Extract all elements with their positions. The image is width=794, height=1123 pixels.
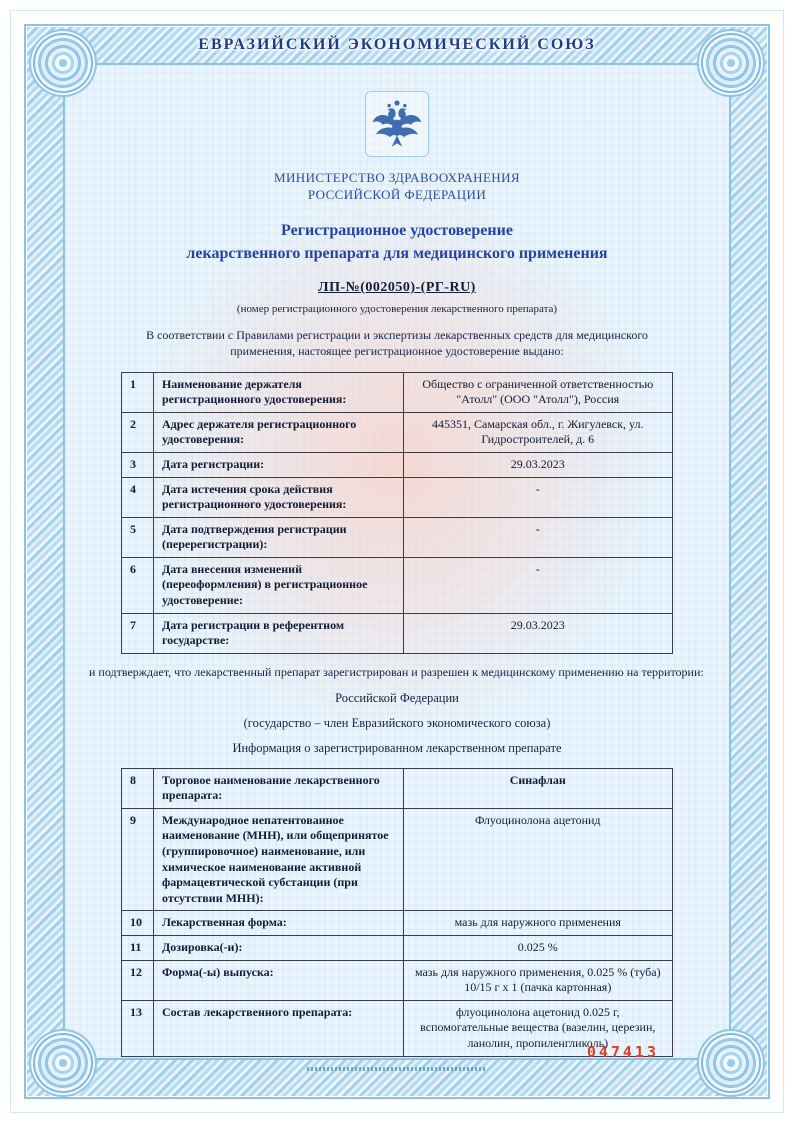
row-label: Состав лекарственного препарата: [153,1000,403,1056]
product-info-heading: Информация о зарегистрированном лекарственном препарате [232,740,562,755]
row-number: 9 [122,808,154,911]
document-title-line2: лекарственного препарата для медицинского применения [186,244,608,262]
registration-table [121,372,673,654]
row-label: Дата регистрации в референтном государстве: [153,613,403,653]
document-title [87,219,707,265]
row-number: 7 [122,613,154,653]
row-label: Наименование держателя регистрационного удостоверения: [153,372,403,412]
row-label: Лекарственная форма: [153,911,403,936]
table-row [122,960,673,1000]
row-value: - [403,557,672,613]
row-number: 3 [122,452,154,477]
row-label: Дата подтверждения регистрации (перерегистрации): [153,517,403,557]
coat-of-arms-eagle-icon [365,91,429,157]
row-number: 6 [122,557,154,613]
ministry-name [87,170,707,204]
table-row [122,412,673,452]
row-value: мазь для наружного применения, 0.025 % (туба) 10/15 г х 1 (пачка картонная) [403,960,672,1000]
row-number: 11 [122,935,154,960]
row-value: мазь для наружного применения [403,911,672,936]
table-row [122,557,673,613]
row-label: Дозировка(-и): [153,935,403,960]
registration-number: ЛП-№(002050)-(РГ-RU) [318,280,476,296]
row-label: Торговое наименование лекарственного препарата: [153,768,403,808]
row-number: 4 [122,477,154,517]
confirmation-paragraph: и подтверждает, что лекарственный препарат зарегистрирован и разрешен к медицинскому применению на территории: [89,664,704,679]
product-table-body [122,768,673,1056]
row-number: 1 [122,372,154,412]
row-number: 2 [122,412,154,452]
row-value: - [403,477,672,517]
row-label: Дата истечения срока действия регистрационного удостоверения: [153,477,403,517]
document-title-line1: Регистрационное удостоверение [281,221,513,239]
row-label: Форма(-ы) выпуска: [153,960,403,1000]
row-number: 13 [122,1000,154,1056]
red-serial-number: 047413 [586,1042,659,1061]
product-table [121,768,673,1057]
row-value: Синафлан [403,768,672,808]
row-value: 29.03.2023 [403,452,672,477]
table-row [122,452,673,477]
row-label: Дата регистрации: [153,452,403,477]
table-row [122,372,673,412]
registration-table-body [122,372,673,653]
registration-number-caption: (номер регистрационного удостоверения лекарственного препарата) [236,303,558,316]
territory-caption: (государство – член Евразийского экономического союза) [243,715,551,730]
table-row [122,935,673,960]
row-value: 445351, Самарская обл., г. Жигулевск, ул. Гидростроителей, д. 6 [403,412,672,452]
row-value: флуоцинолона ацетонид 0.025 г, вспомогательные вещества (вазелин, церезин, ланолин, пропиленгликоль) [403,1000,672,1056]
intro-paragraph: В соответствии с Правилами регистрации и экспертизы лекарственных средств для медицинского применения, настоящее регистрационное удостоверение выдано: [146,328,648,359]
row-value: - [403,517,672,557]
row-number: 12 [122,960,154,1000]
row-value: Флуоцинолона ацетонид [403,808,672,911]
certificate-content [65,65,729,1061]
ministry-line2: РОССИЙСКОЙ ФЕДЕРАЦИИ [307,186,487,202]
row-number: 5 [122,517,154,557]
row-label: Адрес держателя регистрационного удостоверения: [153,412,403,452]
table-row [122,477,673,517]
row-value: 29.03.2023 [403,613,672,653]
union-title: ЕВРАЗИЙСКИЙ ЭКОНОМИЧЕСКИЙ СОЮЗ [198,36,596,53]
table-row [122,768,673,808]
row-label: Дата внесения изменений (переоформления) в регистрационное удостоверение: [153,557,403,613]
row-value: Общество с ограниченной ответственностью "Атолл" (ООО "Атолл"), Россия [403,372,672,412]
row-number: 8 [122,768,154,808]
ministry-line1: МИНИСТЕРСТВО ЗДРАВООХРАНЕНИЯ [274,170,520,185]
row-number: 10 [122,911,154,936]
row-value: 0.025 % [403,935,672,960]
table-row [122,911,673,936]
table-row [122,517,673,557]
territory-name: Российской Федерации [335,690,459,705]
row-label: Международное непатентованное наименование (МНН), или общепринятое (группировочное) наименование, или химическое наименование активной фармацевтической субстанции (при отсутствии МНН): [153,808,403,911]
printer-microtext-line [307,1067,487,1071]
table-row [122,808,673,911]
table-row [122,613,673,653]
